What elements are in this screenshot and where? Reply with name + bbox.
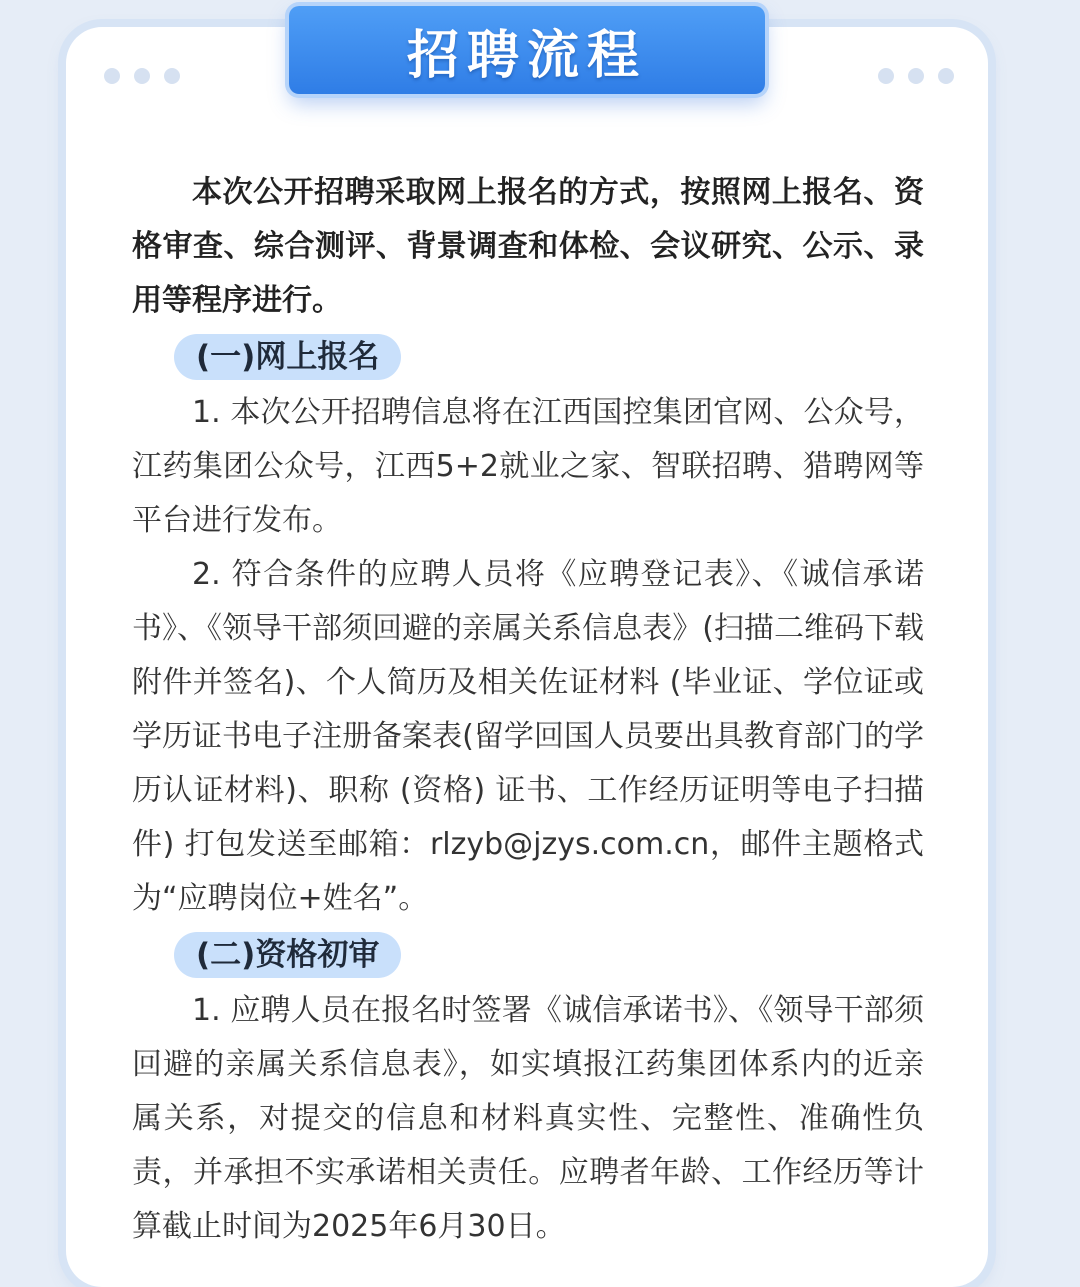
dot-icon [104,68,120,84]
decorative-dots-left [104,68,180,84]
dot-icon [938,68,954,84]
page-title: 招聘流程 [406,25,647,86]
section-heading-online-registration: (一)网上报名 [174,334,401,380]
article-body [132,166,924,1254]
section-heading-qualification-review: (二)资格初审 [174,932,401,978]
decorative-dots-right [878,68,954,84]
section-paragraph: 2. 符合条件的应聘人员将《应聘登记表》、《诚信承诺书》、《领导干部须回避的亲属关系信息表》(扫描二维码下载附件并签名)、个人简历及相关佐证材料 (毕业证、学位证或学历证书电子注册备案表(留学回国人员要出具教育部门的学历认证材料)、职称 (资格) 证书、工作经历证明等电子扫描件) 打包发送至邮箱：rlzyb@jzys.com.cn，邮件主题格式为“应聘岗位+姓名”。 [132,557,924,916]
dot-icon [878,68,894,84]
header-banner [289,6,765,94]
section-paragraph: 1. 应聘人员在报名时签署《诚信承诺书》、《领导干部须回避的亲属关系信息表》，如实填报江药集团体系内的近亲属关系，对提交的信息和材料真实性、完整性、准确性负责，并承担不实承诺相关责任。应聘者年龄、工作经历等计算截止时间为2025年6月30日。 [132,993,924,1244]
section-paragraph: 1. 本次公开招聘信息将在江西国控集团官网、公众号，江药集团公众号，江西5+2就业之家、智联招聘、猎聘网等平台进行发布。 [132,395,924,538]
intro-paragraph: 本次公开招聘采取网上报名的方式，按照网上报名、资格审查、综合测评、背景调查和体检、会议研究、公示、录用等程序进行。 [132,175,924,318]
dot-icon [908,68,924,84]
dot-icon [164,68,180,84]
dot-icon [134,68,150,84]
